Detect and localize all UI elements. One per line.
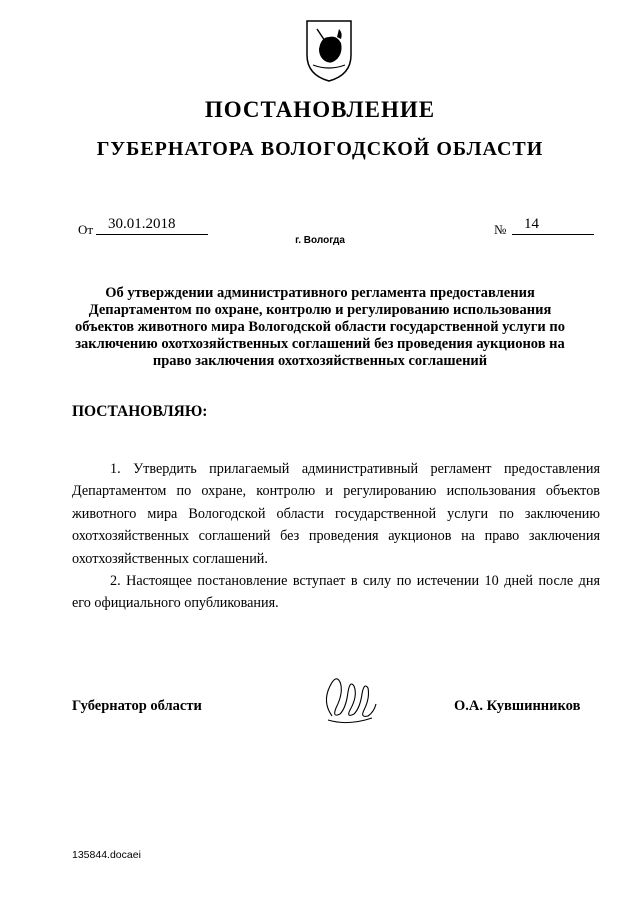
number-text: 14 xyxy=(524,216,539,232)
decree-word: ПОСТАНОВЛЯЮ: xyxy=(72,403,208,420)
date-value xyxy=(96,216,208,235)
handwritten-signature xyxy=(318,668,378,730)
paragraph-1: 1. Утвердить прилагаемый административный регламент предоставления Департаментом по охране, контролю и регулированию использования объектов животного мира Вологодской области государственной услуги по заключению охотхозяйственных соглашений без проведения аукционов на право заключения охотхозяйственных соглашений. xyxy=(72,461,600,567)
number-value xyxy=(512,216,594,235)
date-label: От xyxy=(78,222,94,237)
coat-of-arms-icon xyxy=(303,15,355,83)
document-title: ПОСТАНОВЛЕНИЕ xyxy=(204,97,436,122)
document-body xyxy=(72,458,600,615)
number-label: № xyxy=(494,222,507,237)
signatory-position: Губернатор области xyxy=(72,698,202,714)
city: г. Вологда xyxy=(295,235,345,246)
date-text: 30.01.2018 xyxy=(108,216,176,232)
document-file-id: 135844.docaei xyxy=(72,849,141,861)
document-subject: Об утверждении административного регламента предоставления Департаментом по охране, контролю и регулированию использования объектов животного мира Вологодской области государственной услуги по заключению охотхозяйственных соглашений без проведения аукционов на право заключения охотхозяйственных соглашений xyxy=(75,285,565,369)
signatory-name: О.А. Кувшинников xyxy=(454,698,581,714)
paragraph-2: 2. Настоящее постановление вступает в силу по истечении 10 дней после дня его официального опубликования. xyxy=(72,573,600,612)
document-issuer: ГУБЕРНАТОРА ВОЛОГОДСКОЙ ОБЛАСТИ xyxy=(96,138,544,160)
